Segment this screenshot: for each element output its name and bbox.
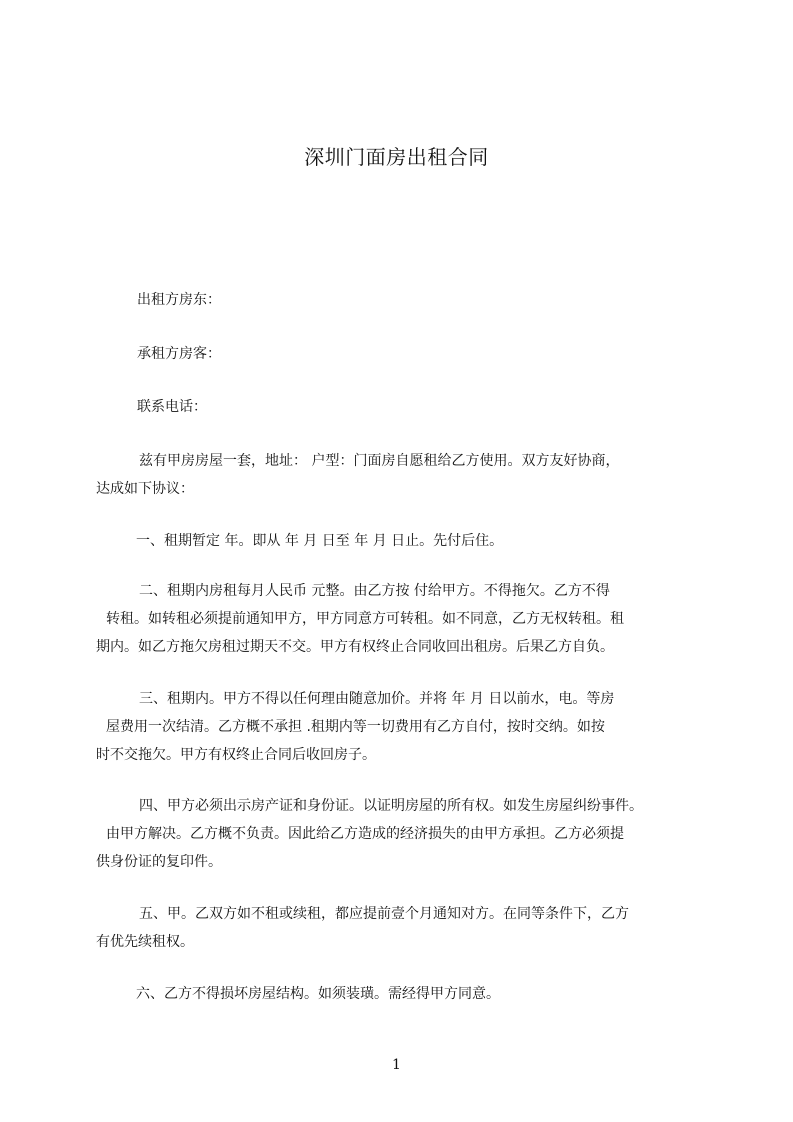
intro-paragraph bbox=[96, 447, 696, 503]
paragraph-line: 期内。如乙方拖欠房租过期天不交。甲方有权终止合同收回出租房。后果乙方自负。 bbox=[96, 639, 614, 655]
paragraph-line: 供身份证的复印件。 bbox=[96, 854, 222, 870]
paragraph-line: 转租。如转租必须提前通知甲方，甲方同意方可转租。如不同意，乙方无权转租。租 bbox=[106, 611, 624, 627]
paragraph-line: 一、租期暂定 年。即从 年 月 日至 年 月 日止。先付后住。 bbox=[136, 533, 504, 549]
paragraph-line: 二、租期内房租每月人民币 元整。由乙方按 付给甲方。不得拖欠。乙方不得 bbox=[139, 583, 610, 599]
paragraph-line: 屋费用一次结清。乙方概不承担 .租期内等一切费用有乙方自付，按时交纳。如按 bbox=[106, 719, 605, 735]
paragraph-line: 由甲方解决。乙方概不负责。因此给乙方造成的经济损失的由甲方承担。乙方必须提 bbox=[106, 826, 624, 842]
paragraph-line: 六、乙方不得损坏房屋结构。如须装璜。需经得甲方同意。 bbox=[136, 986, 500, 1002]
lessor-label: 出租方房东： bbox=[137, 292, 221, 308]
page-number: 1 bbox=[392, 1057, 401, 1073]
clause-4 bbox=[96, 792, 696, 876]
clause-3 bbox=[96, 685, 696, 769]
paragraph-line: 四、甲方必须出示房产证和身份证。以证明房屋的所有权。如发生房屋纠纷事件。 bbox=[139, 798, 643, 814]
clause-1 bbox=[96, 527, 696, 555]
paragraph-line: 兹有甲房房屋一套，地址： 户型：门面房自愿租给乙方使用。双方友好协商， bbox=[139, 453, 620, 469]
paragraph-line: 五、甲。乙双方如不租或续租，都应提前壹个月通知对方。在同等条件下，乙方 bbox=[139, 906, 629, 922]
clause-2 bbox=[96, 577, 696, 661]
paragraph-line: 有优先续租权。 bbox=[96, 934, 194, 950]
paragraph-line: 三、租期内。甲方不得以任何理由随意加价。并将 年 月 日以前水，电。等房 bbox=[139, 691, 615, 707]
paragraph-line: 时不交拖欠。甲方有权终止合同后收回房子。 bbox=[96, 747, 376, 763]
clause-6 bbox=[96, 980, 696, 1008]
phone-label: 联系电话： bbox=[137, 399, 207, 415]
clause-5 bbox=[96, 900, 696, 956]
paragraph-line: 达成如下协议： bbox=[96, 481, 194, 497]
document-title: 深圳门面房出租合同 bbox=[304, 145, 489, 169]
lessee-label: 承租方房客： bbox=[137, 346, 221, 362]
